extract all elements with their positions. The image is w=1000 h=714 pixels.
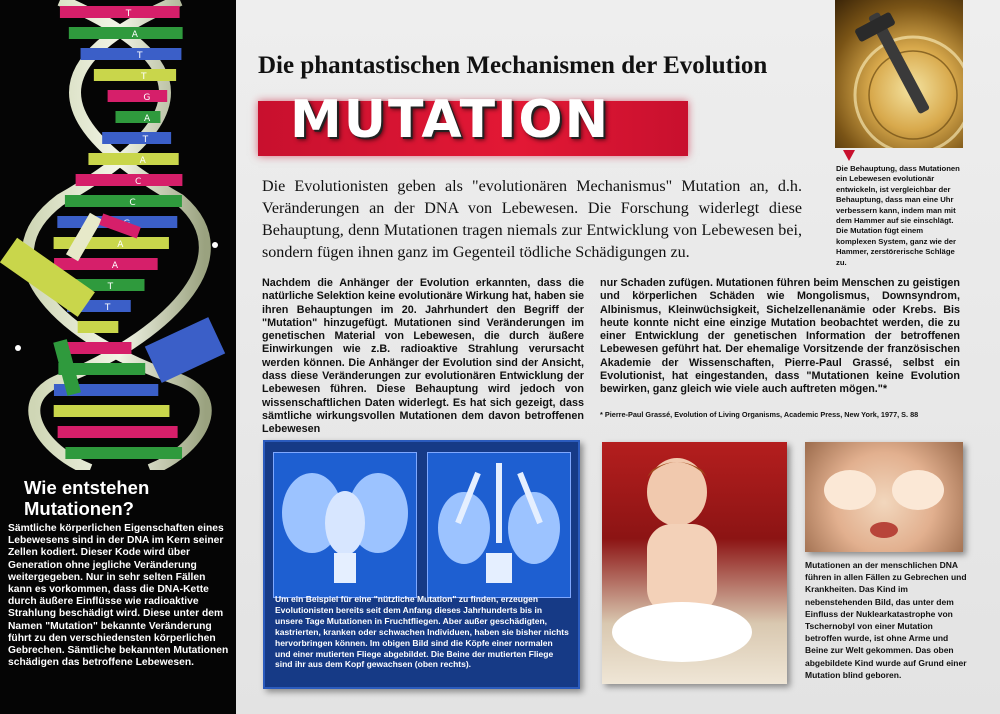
dna-base-pair bbox=[58, 426, 178, 438]
fruit-fly-panel bbox=[263, 440, 580, 689]
dna-base-letter: T bbox=[104, 303, 111, 313]
dna-base-letter: A bbox=[131, 30, 138, 40]
dna-base-pair bbox=[54, 405, 170, 417]
page-headline: Die phantastischen Mechanismen der Evolution bbox=[258, 52, 768, 79]
dna-base-pair bbox=[69, 27, 183, 39]
left-section-title: Wie entstehen Mutationen? bbox=[24, 477, 150, 519]
left-column bbox=[0, 0, 236, 714]
dna-base-letter: C bbox=[129, 198, 136, 208]
normal-fly-head-image bbox=[273, 452, 417, 598]
dna-base-letter: T bbox=[107, 282, 114, 292]
dna-base-pair bbox=[88, 153, 178, 165]
pocket-watch-photo bbox=[835, 0, 963, 148]
left-section-text: Sämtliche körperlichen Eigenschaften eines Lebewesens sind in der DNA im Kern seiner Zellen kodiert. Dieser Kode wird über Generation ohne jegliche Veränderung weitergegeben. Nur in sehr selten Fällen kann es vorkommen, dass die DNA-Kette durch äußere Einflüsse wie radioaktive Strahlung beschädigt wird. Diese unter dem Namen "Mutation" bekannte Veränderung führt zu den verschiedensten körperlichen Gebrechen. Sämtliche bekannten Mutationen schädigen das betroffene Lebewesen. bbox=[8, 523, 229, 669]
dna-base-pair bbox=[78, 321, 119, 333]
intro-paragraph: Die Evolutionisten geben als "evolutionären Mechanismus" Mutation an, d.h. Veränderungen an der DNA von Lebewesen. Die Forschung widerlegt diese Behauptung, denn Mutationen tragen niemals zur Entwicklung von Lebewesen bei, sondern fügen ihnen ganz im Gegenteil tödliche Schädigungen zu. bbox=[262, 178, 802, 261]
dna-helix-illustration bbox=[0, 0, 236, 470]
dna-base-pair bbox=[67, 342, 132, 354]
dna-base-letter: T bbox=[125, 9, 132, 19]
watch-caption: Die Behauptung, dass Mutationen ein Lebewesen evolutionär entwickeln, ist vergleichbar der Behauptung, dass man eine Uhr verbessern kann, indem man mit dem Hammer auf sie einschlägt. Die Mutation fügt einem komplexen System, ganz wie der Hammer, zerstörerische Schläge zu. bbox=[836, 164, 960, 267]
body-column-2: nur Schaden zufügen. Mutationen führen beim Menschen zu geistigen und körperlichen Schäden wie Mongolismus, Downsyndrom, Albinismus, Kleinwüchsigkeit, Sichelzellenanämie oder Krebs. Bis heute konnte nicht eine einzige Mutation beobachtet werden, die zu einer Entwicklung der genetischen Information der betroffenen Lebewesen geführt hat. Der ehemalige Vorsitzende der französischen Akademie der Wissenschaften, Pierre-Paul Grassé, selbst ein Evolutionist, hat eingestanden, dass "Mutationen keine Evolution bewirken, ganz gleich wie viele auch auftreten mögen."* bbox=[600, 277, 960, 396]
blind-child-photo bbox=[805, 442, 963, 552]
dna-base-pair bbox=[60, 6, 180, 18]
dna-base-letter: C bbox=[135, 177, 142, 187]
child-caption: Mutationen an der menschlichen DNA führen in allen Fällen zu Gebrechen und Krankheiten. Das Kind im nebenstehenden Bild, das unter dem Einfluss der Nuklearkatastrophe von Tschernobyl von einer Mutation betroffen wurde, ist ohne Arme und Beine zur Welt gekommen. Das oben abgebildete Kind wurde auf Grund einer Mutation blind geboren. bbox=[805, 560, 967, 680]
dna-base-letter: A bbox=[111, 261, 119, 271]
dna-base-letter: T bbox=[136, 51, 143, 61]
dna-base-pair bbox=[65, 447, 182, 459]
mutation-banner-title: MUTATION bbox=[290, 90, 611, 150]
dna-base-letter: T bbox=[142, 135, 149, 145]
footnote: * Pierre-Paul Grassé, Evolution of Living Organisms, Academic Press, New York, 1977, S. 88 bbox=[600, 410, 919, 419]
dna-base-pair bbox=[116, 111, 161, 123]
dna-base-pair bbox=[108, 90, 168, 102]
dna-base-pair bbox=[81, 48, 182, 60]
body-column-1: Nachdem die Anhänger der Evolution erkannten, dass die natürliche Selektion keine evolutionäre Wirkung hat, haben sie ihren Behauptungen im 20. Jahrhundert den Begriff der "Mutation" hinzugefügt. Mutationen sind Veränderungen im genetischen Material von Lebewesen, die durch äußere Einwirkungen wie z.B. radioaktive Strahlung verursacht werden können. Die Anhänger der Evolution sind der Ansicht, dass diese Veränderungen zur evolutionären Entwicklung der Lebewesen führen. Diese Behauptung wird jedoch von wissenschaftlichen Daten widerlegt. Es hat sich gezeigt, dass sämtliche wirkungsvollen Mutationen dem davon betroffenen Lebewesen bbox=[262, 277, 584, 436]
dna-base-letter: T bbox=[140, 72, 147, 82]
dna-base-pair bbox=[65, 195, 182, 207]
dna-base-letter: A bbox=[139, 156, 146, 166]
dna-base-letter: G bbox=[143, 93, 151, 103]
dna-base-letter: A bbox=[143, 114, 151, 124]
dna-base-pair bbox=[54, 258, 158, 270]
dna-base-pair bbox=[76, 174, 183, 186]
dna-base-pair bbox=[102, 132, 171, 144]
caption-pointer-icon bbox=[843, 150, 855, 161]
mutated-fly-head-image bbox=[427, 452, 571, 598]
dna-base-letter: A bbox=[117, 240, 124, 250]
child-mutation-photo bbox=[602, 442, 787, 684]
dna-base-pair bbox=[94, 69, 176, 81]
fly-caption: Um ein Beispiel für eine "nützliche Mutation" zu finden, erzeugen Evolutionisten bereits seit dem Anfang dieses Jahrhunderts bis in unsere Tage Mutationen in Fruchtfliegen. Aber außer geschädigten, kastrierten, kranken oder schwachen Individuen, haben sie bisher nichts hervorbringen können. Im obigen Bild sind die Köpfe einer normalen und einer mutierten Fliege abgebildet. Die Beine der mutierten Fliege sind ihr aus dem Kopf gewachsen (oben rechts). bbox=[275, 594, 569, 670]
